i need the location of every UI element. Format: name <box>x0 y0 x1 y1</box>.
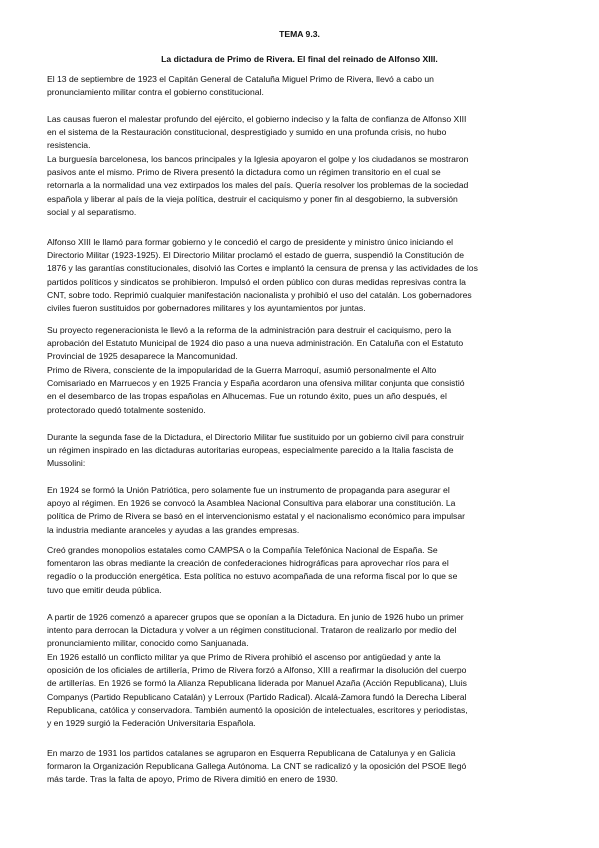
text-line: protectorado quedó totalmente sostenido. <box>47 404 206 415</box>
text-line: resistencia. <box>47 140 91 151</box>
text-line: retornarla a la normalidad una vez extirpados los males del país. Quería resolver los problemas de la sociedad <box>47 180 469 191</box>
text-line: Durante la segunda fase de la Dictadura, el Directorio Militar fue sustituido por un gobierno civil para construir <box>47 432 465 442</box>
text-line: Las causas fueron el malestar profundo del ejército, el gobierno indeciso y la falta de confianza de Alfonso XIII <box>47 114 467 124</box>
text-line: Su proyecto regeneracionista le llevó a la reforma de la administración para destruir el caciquismo, pero la <box>47 325 452 335</box>
text-line: más tarde. Tras la falta de apoyo, Primo de Rivera dimitió en enero de 1930. <box>47 774 338 785</box>
text-line: Primo de Rivera, consciente de la impopularidad de la Guerra Marroquí, asumió personalmente el Alto <box>47 365 437 375</box>
paragraph <box>47 484 559 537</box>
text-line: Comisariado en Marruecos y en 1925 Francia y España acordaron una ofensiva militar conjunta que consistió <box>47 378 465 389</box>
paragraph <box>47 747 559 787</box>
text-line: un régimen inspirado en las dictaduras autoritarias europeas, especialmente parecido a la Italia fascista de <box>47 445 454 456</box>
text-line: civiles fueron sustituidos por gobernadores militares y los ayuntamientos por juntas. <box>47 303 366 314</box>
text-line: pasivos ante el mismo. Primo de Rivera presentó la dictadura como un régimen transitorio en el cual se <box>47 167 441 178</box>
text-line: intento para derrocan la Dictadura y volver a un régimen constitucional. Trataron de realizarlo por medio del <box>47 625 457 636</box>
text-line: Mussolini: <box>47 458 86 469</box>
text-line: regadío o la producción energética. Esta política no estuvo acompañada de una reforma fiscal por lo que se <box>47 571 458 582</box>
text-line: española y liberar al país de la vieja política, destruir el caciquismo y poner fin al desgobierno, la subversión <box>47 193 458 204</box>
text-line: En 1924 se formó la Unión Patriótica, pero solamente fue un instrumento de propaganda para asegurar el <box>47 485 450 495</box>
text-line: apoyo al régimen. En 1926 se convocó la Asamblea Nacional Consultiva para elaborar una constitución. La <box>47 498 456 509</box>
text-line: En 1926 estalló un conflicto militar ya que Primo de Rivera prohibió el ascenso por antigüedad y ante la <box>47 652 441 662</box>
text-line: en el sistema de la Restauración constitucional, desprestigiado y sumido en una profunda crisis, no hubo <box>47 127 447 138</box>
paragraph <box>47 73 559 99</box>
text-line: y en 1929 surgió la Federación Universitaria Española. <box>47 718 256 729</box>
text-line: en el desembarco de las tropas españolas en Alhucemas. Fue un rotundo éxito, pues un año después, el <box>47 391 447 402</box>
text-line: oposición de los oficiales de artillería, Primo de Rivera forzó a Alfonso, XIII a reafirmar la disolución del cuerpo <box>47 665 467 676</box>
text-line: Directorio Militar (1923-1925). El Directorio Militar proclamó el estado de guerra, suspendió la Constitución de <box>47 250 464 261</box>
text-line: Alfonso XIII le llamó para formar gobierno y le concedió el cargo de presidente y ministro único iniciando el <box>47 237 454 247</box>
text-line: política de Primo de Rivera se basó en el intervencionismo estatal y el nacionalismo económico para impulsar <box>47 511 465 522</box>
text-line: tuvo que emitir deuda pública. <box>47 584 162 595</box>
paragraph <box>47 324 559 364</box>
text-line: 1876 y las garantías constitucionales, disolvió las Cortes e implantó la censura de prensa y las actividades de los <box>47 263 478 274</box>
paragraph <box>47 236 559 315</box>
text-line: formaron la Organización Republicana Gallega Autónoma. La CNT se radicalizó y la oposición del PSOE llegó <box>47 761 467 772</box>
paragraph <box>47 153 559 219</box>
text-line: de artillerías. En 1926 se formó la Alianza Republicana liderada por Manuel Azaña (Acción Republicana), Lluis <box>47 678 467 689</box>
text-line: CNT, sobre todo. Reprimió cualquier manifestación nacionalista y prohibió el uso del catalán. Los gobernadores <box>47 289 472 300</box>
text-line: la industria mediante aranceles y ayudas a las grandes empresas. <box>47 524 300 535</box>
text-line: La burguesía barcelonesa, los bancos principales y la Iglesia apoyaron el golpe y los ciudadanos se mostraron <box>47 154 469 164</box>
text-line: pronunciamiento militar contra el gobierno constitucional. <box>47 87 264 98</box>
paragraph <box>47 364 559 417</box>
text-line: aprobación del Estatuto Municipal de 1924 dio paso a una nueva administración. En Cataluña con el Estatuto <box>47 338 464 349</box>
text-line: social y al separatismo. <box>47 206 137 217</box>
document-title: TEMA 9.3. <box>279 29 320 39</box>
text-line: Republicana, católica y conservadora. También aumentó la oposición de intelectuales, escritores y periodistas, <box>47 704 468 715</box>
text-line: fomentaron las obras mediante la creación de confederaciones hidrográficas para aprovechar ríos para el <box>47 558 449 569</box>
text-line: A partir de 1926 comenzó a aparecer grupos que se oponían a la Dictadura. En junio de 1926 hubo un primer <box>47 612 464 622</box>
text-line: Companys (Partido Republicano Catalán) y Lerroux (Partido Radical). Alcalá-Zamora fundó la Derecha Liberal <box>47 691 467 702</box>
paragraph <box>47 611 559 651</box>
text-line: Creó grandes monopolios estatales como CAMPSA o la Compañía Telefónica Nacional de España. Se <box>47 545 438 555</box>
document-subtitle: La dictadura de Primo de Rivera. El final del reinado de Alfonso XIII. <box>161 54 438 64</box>
text-line: En marzo de 1931 los partidos catalanes se agruparon en Esquerra Republicana de Catalunya y en Galicia <box>47 748 456 758</box>
paragraph <box>47 651 559 730</box>
paragraph <box>47 544 559 597</box>
paragraph <box>47 431 559 471</box>
text-line: Provincial de 1925 desaparece la Mancomunidad. <box>47 351 238 362</box>
text-line: El 13 de septiembre de 1923 el Capitán General de Cataluña Miguel Primo de Rivera, llevó a cabo un <box>47 74 434 84</box>
text-line: pronunciamiento militar, conocido como Sanjuanada. <box>47 638 249 649</box>
text-line: partidos políticos y sindicatos se prohibieron. Impulsó el orden público con duras medidas represivas contra la <box>47 276 466 287</box>
paragraph <box>47 113 559 153</box>
